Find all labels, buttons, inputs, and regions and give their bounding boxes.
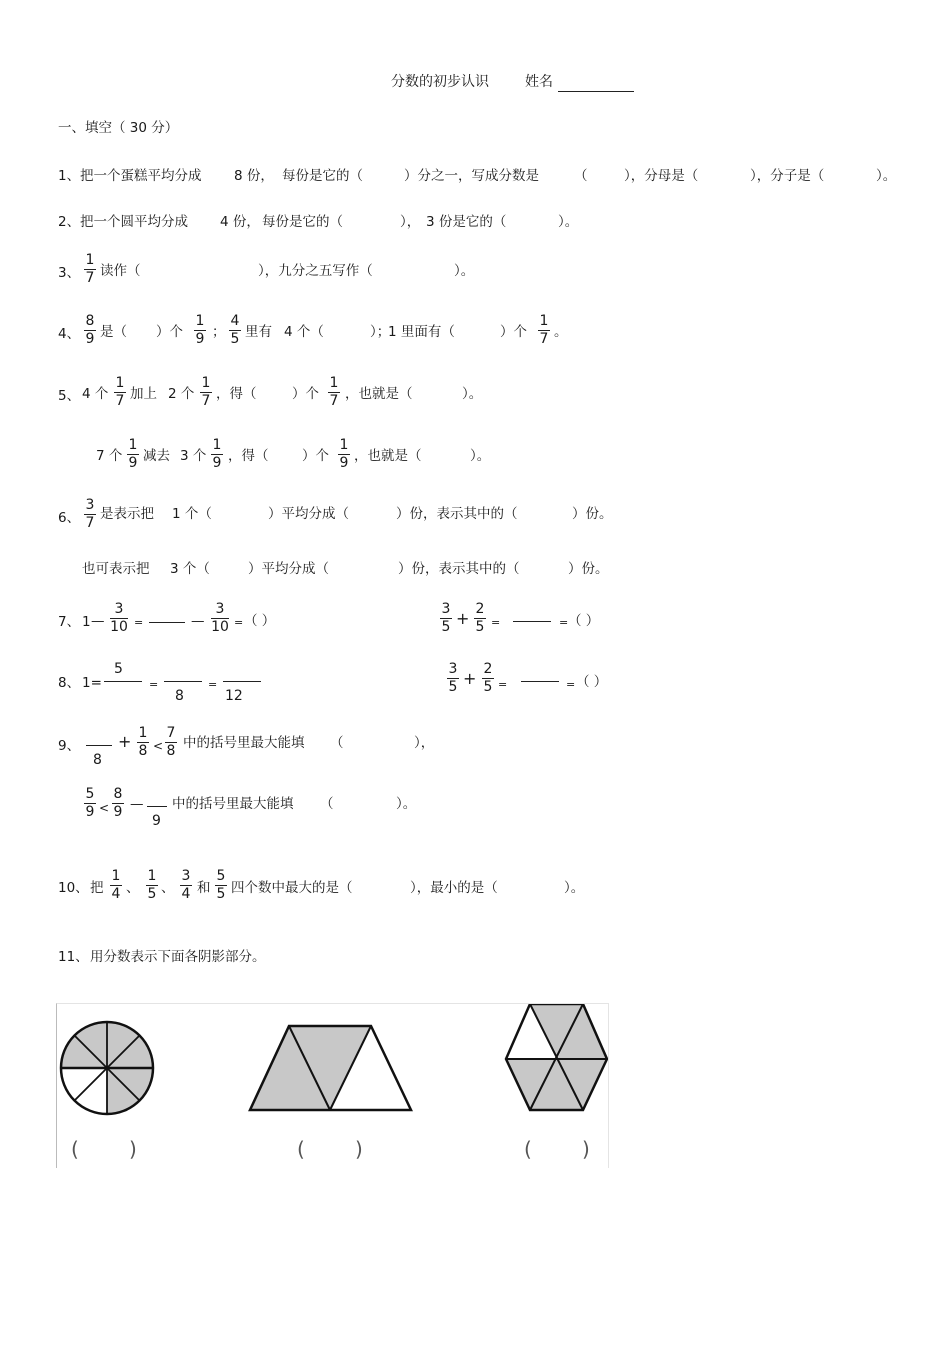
q2-text-b: 4 份， — [220, 214, 260, 230]
q10-fraction-3 — [177, 868, 195, 903]
q9-less-than: < — [153, 739, 164, 753]
q5b-text-f: ，也就是（ — [354, 448, 422, 464]
q5b-fraction-2 — [208, 437, 226, 472]
q7-r1-num: 3 — [441, 601, 451, 617]
q8-r2-den: 5 — [483, 679, 493, 695]
q7-r2-den: 5 — [475, 619, 485, 635]
q9-text-a: 中的括号里最大能填 — [183, 735, 305, 751]
q8-right-fraction-1 — [444, 661, 462, 696]
question-6 — [0, 497, 950, 541]
q6-number: 6、 — [58, 510, 81, 526]
q9b-f1-den: 9 — [85, 804, 95, 820]
q7-r2-num: 2 — [475, 601, 485, 617]
q5-text-b: 加上 — [130, 386, 157, 402]
q1-text-h: ）。 — [876, 168, 897, 184]
q4-f3-num: 4 — [230, 313, 240, 329]
q8-denominator-12: 12 — [225, 688, 243, 704]
q6-text-c: ）平均分成（ — [268, 506, 349, 522]
q5-text-h: ）。 — [462, 386, 483, 402]
q7-answer-paren: （ ） — [244, 613, 276, 629]
q10-text-c: ），最小的是（ — [410, 880, 498, 896]
q1-text-a: 把一个蛋糕平均分成 — [80, 168, 202, 184]
q9b-text-a: 中的括号里最大能填 — [172, 796, 294, 812]
q8-right-equals: = — [498, 678, 508, 691]
hexagon-figure — [506, 1004, 607, 1110]
q9b-f1-num: 5 — [85, 786, 95, 802]
answer-paren-open: ( — [297, 1137, 305, 1161]
q5-text-c: 2 个 — [168, 386, 195, 402]
q5-f1-num: 1 — [115, 375, 125, 391]
q9-f1-den: 8 — [138, 743, 148, 759]
shaded-figures-panel — [56, 1003, 609, 1168]
q8-r1-num: 3 — [448, 661, 458, 677]
q11-text: 用分数表示下面各阴影部分。 — [90, 949, 266, 965]
question-5-part-2 — [0, 437, 950, 481]
q2-text-a: 把一个圆平均分成 — [80, 214, 188, 230]
q7-fraction-1 — [107, 601, 131, 636]
q10-f1-den: 4 — [111, 886, 121, 902]
q9-fraction-1 — [134, 725, 152, 760]
q7-right-fraction-2 — [471, 601, 489, 636]
q4-f1-num: 8 — [85, 313, 95, 329]
q9b-fraction-1 — [81, 786, 99, 821]
q4-f2-den: 9 — [195, 331, 205, 347]
q10-f4-num: 5 — [216, 868, 226, 884]
q6b-text-d: ）份，表示其中的（ — [398, 561, 520, 577]
q10-f4-den: 5 — [216, 886, 226, 902]
q7-right-fraction-1 — [437, 601, 455, 636]
q10-sep-2: 、 — [161, 880, 175, 896]
q5-fraction-2 — [197, 375, 215, 410]
answer-paren-close: ) — [582, 1137, 590, 1161]
q5b-f2-num: 1 — [212, 437, 222, 453]
q7-equals: = — [134, 616, 144, 629]
q3-fraction — [81, 252, 99, 287]
q5b-text-c: 3 个 — [180, 448, 207, 464]
q7-f1-num: 3 — [114, 601, 124, 617]
q9-denominator: 8 — [93, 752, 102, 768]
question-6-part-2 — [0, 559, 950, 603]
q10-f1-num: 1 — [111, 868, 121, 884]
q5b-text-b: 减去 — [143, 448, 170, 464]
q9b-fraction-2 — [109, 786, 127, 821]
answer-paren-close: ) — [355, 1137, 363, 1161]
q9b-denominator: 9 — [152, 813, 161, 829]
q9b-minus: — — [130, 796, 144, 812]
q4-text-b: ）个 — [156, 324, 183, 340]
question-3 — [0, 252, 950, 296]
q5b-text-h: ）。 — [470, 448, 491, 464]
q8-right-fraction-2 — [479, 661, 497, 696]
q9-text-b: （ — [330, 735, 344, 751]
q1-text-g: ），分子是（ — [750, 168, 825, 184]
question-7 — [0, 601, 950, 645]
q6-text-b: 1 个（ — [172, 506, 212, 522]
q5b-f3-num: 1 — [339, 437, 349, 453]
shaded-figures — [57, 1004, 608, 1168]
q7-blank[interactable] — [149, 622, 185, 623]
q9b-text-c: ）。 — [396, 796, 417, 812]
question-9 — [0, 725, 950, 769]
q3-frac-num: 1 — [85, 252, 95, 268]
q8-blank-2[interactable] — [164, 681, 202, 682]
q5-f1-den: 7 — [115, 393, 125, 409]
q5-fraction-1 — [111, 375, 129, 410]
q10-text-b: 四个数中最大的是（ — [231, 880, 353, 896]
q4-number: 4、 — [58, 326, 81, 342]
q11-number: 11、 — [58, 949, 89, 965]
q6b-text-c: ）平均分成（ — [248, 561, 329, 577]
q4-text-a: 是（ — [100, 324, 127, 340]
q6-frac-den: 7 — [85, 515, 95, 531]
q10-fraction-2 — [143, 868, 161, 903]
q7-minus: — — [91, 613, 105, 629]
q5-number: 5、 — [58, 388, 81, 404]
q8-right-blank[interactable] — [521, 681, 559, 682]
name-field[interactable] — [558, 91, 634, 92]
q4-text-h: ）个 — [500, 324, 527, 340]
q8-plus: + — [463, 669, 477, 688]
q4-text-i: 。 — [554, 324, 568, 340]
q5b-fraction-3 — [335, 437, 353, 472]
q1-number: 1、 — [58, 168, 81, 184]
q7-plus: + — [456, 609, 470, 628]
q3-text-a: 读作（ — [100, 263, 141, 279]
q2-text-e: 3 份是它的（ — [426, 214, 507, 230]
q1-text-b: 8 份， — [234, 168, 274, 184]
question-10 — [0, 868, 950, 912]
q10-sep-3: 和 — [197, 880, 211, 896]
q6-frac-num: 3 — [85, 497, 95, 513]
q6-fraction — [81, 497, 99, 532]
q7-f2-num: 3 — [215, 601, 225, 617]
name-label: 姓名 — [525, 74, 553, 90]
q4-fraction-1 — [81, 313, 99, 348]
q9b-blank[interactable] — [147, 806, 167, 807]
q3-text-b: ），九分之五写作（ — [258, 263, 373, 279]
question-4 — [0, 313, 950, 357]
q4-text-d: 里有 — [245, 324, 272, 340]
q7-number: 7、 — [58, 614, 81, 630]
question-1 — [0, 166, 950, 210]
q8-blank-3[interactable] — [223, 681, 261, 682]
q7-right-equals: = — [491, 616, 501, 629]
q5b-f2-den: 9 — [212, 455, 222, 471]
q8-denominator-8: 8 — [175, 688, 184, 704]
q6b-text-a: 也可表示把 — [82, 561, 150, 577]
q5-text-a: 4 个 — [82, 386, 109, 402]
q7-one: 1 — [82, 614, 91, 630]
q4-fraction-3 — [226, 313, 244, 348]
q7-r1-den: 5 — [441, 619, 451, 635]
q8-r2-num: 2 — [483, 661, 493, 677]
q6-text-a: 是表示把 — [100, 506, 154, 522]
q4-text-c: ； — [212, 324, 226, 340]
question-9-part-2 — [0, 786, 950, 830]
q9-blank[interactable] — [86, 745, 112, 746]
q8-right-paren: （ ） — [576, 674, 608, 690]
q7-equals-2: = — [234, 616, 244, 629]
q2-text-d: ）， — [400, 214, 421, 230]
q5-f3-den: 7 — [329, 393, 339, 409]
q5b-text-a: 7 个 — [96, 448, 123, 464]
q4-text-f: ）； — [370, 324, 391, 340]
q10-f3-num: 3 — [181, 868, 191, 884]
q8-numerator-5: 5 — [114, 661, 123, 677]
q6-text-e: ）份。 — [572, 506, 613, 522]
q9-f1-num: 1 — [138, 725, 148, 741]
q4-f1-den: 9 — [85, 331, 95, 347]
q5-text-g: ，也就是（ — [345, 386, 413, 402]
circle-figure — [61, 1022, 153, 1114]
q9-f2-den: 8 — [166, 743, 176, 759]
q2-text-c: 每份是它的（ — [262, 214, 343, 230]
q10-text-d: ）。 — [564, 880, 585, 896]
q9-f2-num: 7 — [166, 725, 176, 741]
answer-paren-open: ( — [524, 1137, 532, 1161]
question-5 — [0, 375, 950, 419]
q8-equals-2: = — [208, 678, 218, 691]
q9-fraction-2 — [162, 725, 180, 760]
q8-one-equals: 1= — [82, 675, 102, 691]
q4-f3-den: 5 — [230, 331, 240, 347]
q5-f2-num: 1 — [201, 375, 211, 391]
question-11 — [0, 947, 950, 991]
q7-f2-den: 10 — [211, 619, 229, 635]
q9b-less-than: < — [99, 801, 110, 815]
q2-text-f: ）。 — [558, 214, 579, 230]
q1-text-e: （ — [574, 168, 588, 184]
q7-fraction-2 — [208, 601, 232, 636]
q4-text-e: 4 个（ — [284, 324, 324, 340]
q4-text-g: 1 里面有（ — [388, 324, 455, 340]
q5-fraction-3 — [325, 375, 343, 410]
q8-r1-den: 5 — [448, 679, 458, 695]
q8-equals-1: = — [149, 678, 159, 691]
q10-f2-num: 1 — [147, 868, 157, 884]
answer-paren-open: ( — [71, 1137, 79, 1161]
q3-number: 3、 — [58, 265, 81, 281]
trapezoid-figure — [250, 1026, 411, 1110]
q1-text-c: 每份是它的（ — [282, 168, 363, 184]
q5b-text-d: ，得（ — [228, 448, 269, 464]
question-2 — [0, 212, 950, 256]
q4-fraction-4 — [535, 313, 553, 348]
q9b-f2-den: 9 — [113, 804, 123, 820]
q10-f3-den: 4 — [181, 886, 191, 902]
q6-text-d: ）份，表示其中的（ — [396, 506, 518, 522]
q1-text-f: ），分母是（ — [624, 168, 699, 184]
q9-plus: + — [118, 732, 132, 751]
q4-f2-num: 1 — [195, 313, 205, 329]
q9-text-c: ）， — [414, 735, 435, 751]
q5-f2-den: 7 — [201, 393, 211, 409]
q8-number: 8、 — [58, 675, 81, 691]
q4-f4-den: 7 — [539, 331, 549, 347]
q10-number: 10、 — [58, 880, 89, 896]
q10-fraction-1 — [107, 868, 125, 903]
answer-paren-close: ) — [129, 1137, 137, 1161]
q10-fraction-4 — [212, 868, 230, 903]
q5b-fraction-1 — [124, 437, 142, 472]
q5b-f1-den: 9 — [128, 455, 138, 471]
q8-blank-1[interactable] — [104, 681, 142, 682]
q6b-text-b: 3 个（ — [170, 561, 210, 577]
section-title: 一、填空（ 30 分） — [58, 120, 179, 136]
q3-text-c: ）。 — [454, 263, 475, 279]
q2-number: 2、 — [58, 214, 81, 230]
q4-fraction-2 — [191, 313, 209, 348]
q3-frac-den: 7 — [85, 270, 95, 286]
q5b-f1-num: 1 — [128, 437, 138, 453]
q1-text-d: ）分之一，写成分数是 — [404, 168, 539, 184]
q10-text-a: 把 — [90, 880, 104, 896]
q5-text-e: ）个 — [292, 386, 319, 402]
q10-sep-1: 、 — [126, 880, 140, 896]
q5-text-d: ，得（ — [216, 386, 257, 402]
q8-right-equals-2: = — [566, 678, 576, 691]
q7-right-paren: （ ） — [568, 613, 600, 629]
q5-f3-num: 1 — [329, 375, 339, 391]
worksheet-title: 分数的初步认识 — [391, 74, 489, 90]
q6b-text-e: ）份。 — [568, 561, 609, 577]
q7-f1-den: 10 — [110, 619, 128, 635]
q10-f2-den: 5 — [147, 886, 157, 902]
q5b-f3-den: 9 — [339, 455, 349, 471]
q9-number: 9、 — [58, 738, 81, 754]
q7-right-equals-2: = — [559, 616, 569, 629]
question-8 — [0, 661, 950, 705]
q7-right-blank[interactable] — [513, 621, 551, 622]
q9b-text-b: （ — [320, 796, 334, 812]
section-heading — [0, 118, 950, 162]
q7-minus-2: — — [191, 613, 205, 629]
q4-f4-num: 1 — [539, 313, 549, 329]
q9b-f2-num: 8 — [113, 786, 123, 802]
q5b-text-e: ）个 — [302, 448, 329, 464]
